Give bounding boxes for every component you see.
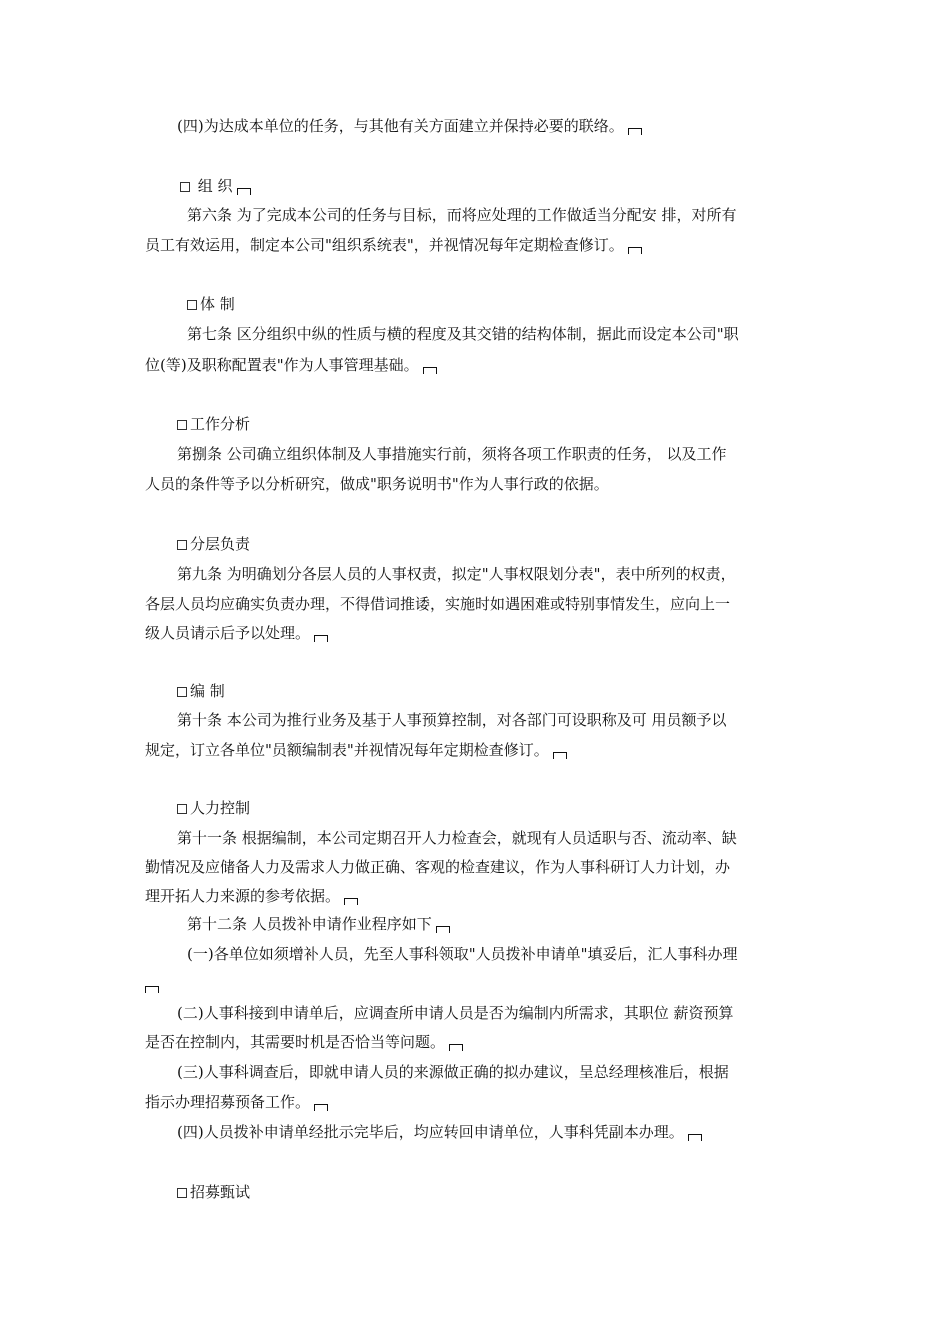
- paragraph: [145, 234, 642, 256]
- heading-text: 编 制: [190, 682, 225, 700]
- heading-text: 人力控制: [190, 799, 251, 817]
- paragraph: [145, 885, 358, 907]
- paragraph-text: (三)人事科调查后，即就申请人员的来源做正确的拟办建议，呈总经理核准后，根据: [177, 1063, 729, 1081]
- paragraph-text: 级人员请示后予以处理。: [145, 624, 311, 642]
- paragraph: [145, 739, 567, 761]
- paragraph: [177, 709, 727, 731]
- heading-text: 组 织: [197, 177, 233, 195]
- paragraph-text: 第六条 为了完成本公司的任务与目标，而将应处理的工作做适当分配安 排，对所有: [187, 206, 737, 224]
- section-heading: [177, 797, 250, 819]
- paragraph: [145, 622, 328, 644]
- paragraph-text: 指示办理招募预备工作。: [145, 1093, 311, 1111]
- paragraph-text: 是否在控制内，其需要时机是否恰当等问题。: [145, 1033, 446, 1051]
- paragraph: [187, 323, 739, 345]
- paragraph: [145, 1091, 328, 1113]
- section-heading: [177, 680, 225, 702]
- paragraph-text: (四)人员拨补申请单经批示完毕后，均应转回申请单位，人事科凭副本办理。: [177, 1123, 684, 1141]
- paragraph: [187, 204, 737, 226]
- paragraph-text: 人员的条件等予以分析研究，做成"职务说明书"作为人事行政的依据。: [145, 475, 609, 493]
- paragraph: [145, 973, 159, 995]
- paragraph: [145, 593, 730, 615]
- paragraph-mark-icon: [628, 128, 642, 135]
- checkbox-square-icon: [177, 540, 187, 550]
- paragraph: [145, 1031, 463, 1053]
- paragraph: [177, 563, 736, 585]
- paragraph-mark-icon: [449, 1044, 463, 1051]
- section-heading: [177, 533, 250, 555]
- section-heading: [180, 175, 251, 197]
- paragraph: [177, 1121, 702, 1143]
- paragraph: [187, 913, 450, 935]
- paragraph-mark-icon: [423, 367, 437, 374]
- checkbox-square-icon: [177, 420, 187, 430]
- paragraph-text: 规定，订立各单位"员额编制表"并视情况每年定期检查修订。: [145, 741, 549, 759]
- paragraph-text: 第十一条 根据编制，本公司定期召开人力检查会，就现有人员适职与否、流动率、缺: [177, 829, 737, 847]
- checkbox-square-icon: [187, 300, 197, 310]
- section-heading: [177, 413, 250, 435]
- paragraph-text: 位(等)及职称配置表"作为人事管理基础。: [145, 356, 419, 374]
- paragraph: [177, 443, 727, 465]
- paragraph-mark-icon: [628, 247, 642, 254]
- paragraph-text: 第七条 区分组织中纵的性质与横的程度及其交错的结构体制，据此而设定本公司"职: [187, 325, 739, 343]
- paragraph-mark-icon: [237, 188, 251, 195]
- paragraph-text: 各层人员均应确实负责办理，不得借词推诿，实施时如遇困难或特别事情发生，应向上一: [145, 595, 731, 613]
- section-heading: [177, 1181, 250, 1203]
- paragraph-mark-icon: [314, 635, 328, 642]
- paragraph-mark-icon: [553, 752, 567, 759]
- checkbox-square-icon: [177, 804, 187, 814]
- heading-text: 体 制: [200, 295, 235, 313]
- paragraph: [177, 115, 642, 137]
- section-heading: [187, 293, 235, 315]
- paragraph: [187, 943, 738, 965]
- checkbox-square-icon: [177, 687, 187, 697]
- paragraph-mark-icon: [344, 898, 358, 905]
- checkbox-square-icon: [180, 182, 190, 192]
- paragraph: [145, 473, 609, 495]
- paragraph-mark-icon: [436, 926, 450, 933]
- paragraph-text: 勤情况及应储备人力及需求人力做正确、客观的检查建议，作为人事科研订人力计划，办: [145, 858, 731, 876]
- paragraph: [145, 354, 437, 376]
- paragraph: [177, 1002, 733, 1024]
- paragraph-text: (四)为达成本单位的任务，与其他有关方面建立并保持必要的联络。: [177, 117, 624, 135]
- paragraph-text: 员工有效运用，制定本公司"组织系统表"，并视情况每年定期检查修订。: [145, 236, 624, 254]
- paragraph-mark-icon: [314, 1104, 328, 1111]
- heading-text: 工作分析: [190, 415, 251, 433]
- paragraph-text: (二)人事科接到申请单后，应调查所申请人员是否为编制内所需求，其职位 薪资预算: [177, 1004, 734, 1022]
- checkbox-square-icon: [177, 1188, 187, 1198]
- paragraph: [177, 1061, 729, 1083]
- paragraph: [145, 856, 730, 878]
- paragraph-mark-icon: [145, 986, 159, 993]
- paragraph-text: 第十条 本公司为推行业务及基于人事预算控制，对各部门可设职称及可 用员额予以: [177, 711, 727, 729]
- paragraph-text: 第九条 为明确划分各层人员的人事权责，拟定"人事权限划分表"，表中所列的权责，: [177, 565, 736, 583]
- paragraph-mark-icon: [688, 1134, 702, 1141]
- heading-text: 招募甄试: [190, 1183, 251, 1201]
- paragraph-text: 第捌条 公司确立组织体制及人事措施实行前，须将各项工作职责的任务， 以及工作: [177, 445, 727, 463]
- paragraph: [177, 827, 737, 849]
- paragraph-text: 理开拓人力来源的参考依据。: [145, 887, 341, 905]
- heading-text: 分层负责: [190, 535, 251, 553]
- paragraph-text: (一)各单位如须增补人员，先至人事科领取"人员拨补申请单"填妥后，汇人事科办理: [187, 945, 738, 963]
- paragraph-text: 第十二条 人员拨补申请作业程序如下: [187, 915, 432, 933]
